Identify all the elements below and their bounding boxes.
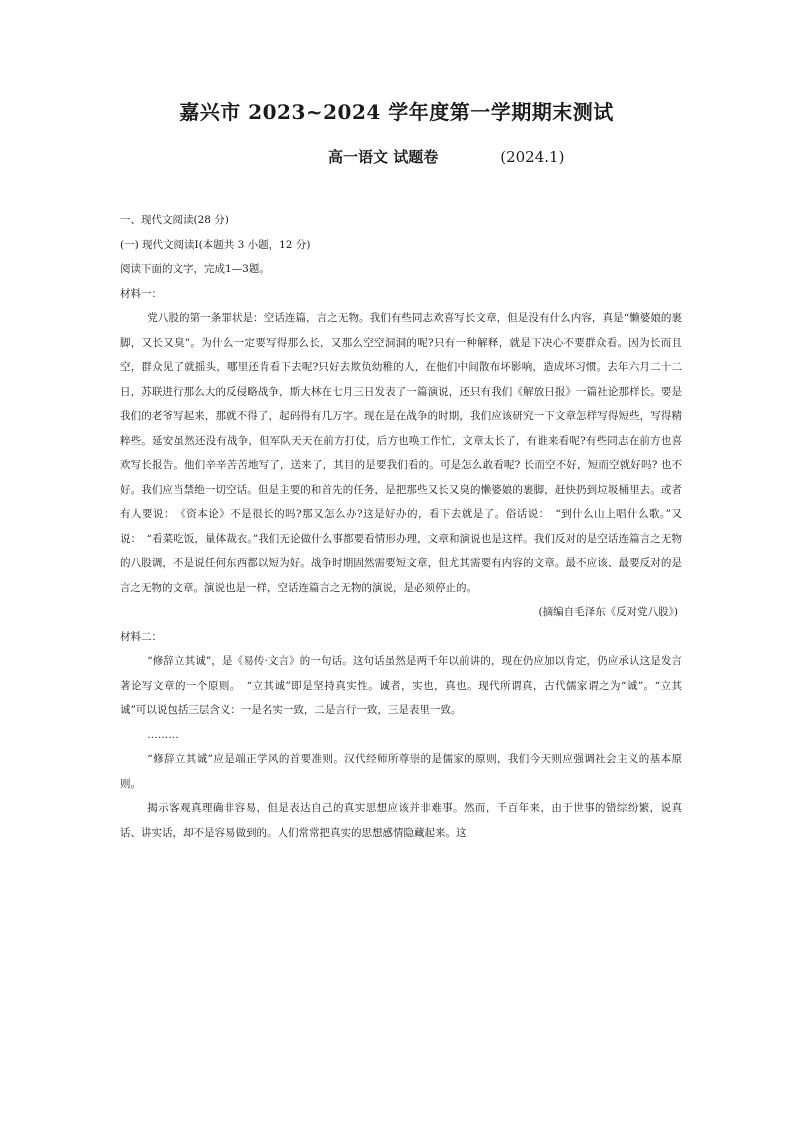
exam-body [120, 208, 682, 845]
material-two-paragraph-2: “修辞立其诚”应是端正学风的首要准则。汉代经师所尊崇的是儒家的原则，我们今天则应强调社会主义的基本原则。 [120, 753, 682, 790]
exam-subtitle [328, 146, 564, 167]
reading-instruction: 阅读下面的文字，完成1—3题。 [120, 263, 270, 275]
subtitle-text: 高一语文 试题卷 [328, 148, 439, 166]
material-two-label: 材料二： [120, 630, 162, 643]
subsection-heading: (一) 现代文阅读Ⅰ(本题共 3 小题，12 分) [120, 238, 311, 251]
material-one-source: (摘编自毛泽东《反对党八股》) [538, 606, 678, 618]
material-two-paragraph-3: 揭示客观真理确非容易，但是表达自己的真实思想应该并非难事。然而，千百年来，由于世事的错综纷繁，说真话、讲实话，却不是容易做到的。人们常常把真实的思想感情隐藏起来。这 [120, 802, 682, 839]
omission-ellipsis: ……… [147, 728, 179, 741]
section-heading: 一、现代文阅读(28 分) [120, 214, 229, 226]
material-two-paragraph-1: “修辞立其诚”，是《易传·文言》的一句话。这句话虽然是两千年以前讲的，现在仍应加以肯定，仍应承认这是发言著论写文章的一个原则。 “立其诚”即是坚持真实性。诚者，实也，真也。现代所谓真，古代儒家谓之为“诚”。“立其诚”可以说包括三层含义：一是名实一致，二是言行一致，三是表里一致。 [120, 655, 682, 716]
material-one-paragraph: 党八股的第一条罪状是：空话连篇，言之无物。我们有些同志欢喜写长文章，但是没有什么内容，真是“懒婆娘的裹脚，又长又臭”。为什么一定要写得那么长，又那么空空洞洞的呢?只有一种解释，就是下决心不要群众看。因为长而且空，群众见了就摇头，哪里还肯看下去呢?只好去欺负幼稚的人，在他们中间散布坏影响，造成坏习惯。去年六月二十二日，苏联进行那么大的反侵略战争，斯大林在七月三日发表了一篇演说，还只有我们《解放日报》一篇社论那样长。要是我们的老爷写起来，那就不得了，起码得有几万字。现在是在战争的时期，我们应该研究一下文章怎样写得短些，写得精粹些。延安虽然还没有战争，但军队天天在前方打仗，后方也唤工作忙，文章太长了，有谁来看呢?有些同志在前方也喜欢写长报告。他们辛辛苦苦地写了，送来了，其目的是要我们看的。可是怎么敢看呢? 长而空不好，短而空就好吗? 也不好。我们应当禁绝一切空话。但是主要的和首先的任务，是把那些又长又臭的懒婆娘的裹脚，赶快扔到垃圾桶里去。或者有人要说： 《资本论》不是很长的吗?那又怎么办?这是好办的，看下去就是了。俗话说： “到什么山上唱什么歌。”又说： “看菜吃饭，量体裁衣。”我们无论做什么事都要看情形办理，文章和演说也是这样。我们反对的是空话连篇言之无物的八股调，不是说任何东西都以短为好。战争时期固然需要短文章，但尤其需要有内容的文章。最不应该、最要反对的是言之无物的文章。演说也是一样，空话连篇言之无物的演说，是必须停止的。 [120, 312, 682, 594]
exam-date: (2024.1) [500, 148, 565, 166]
exam-title: 嘉兴市 2023~2024 学年度第一学期期末测试 [179, 100, 614, 124]
material-one-label: 材料一： [120, 287, 162, 300]
